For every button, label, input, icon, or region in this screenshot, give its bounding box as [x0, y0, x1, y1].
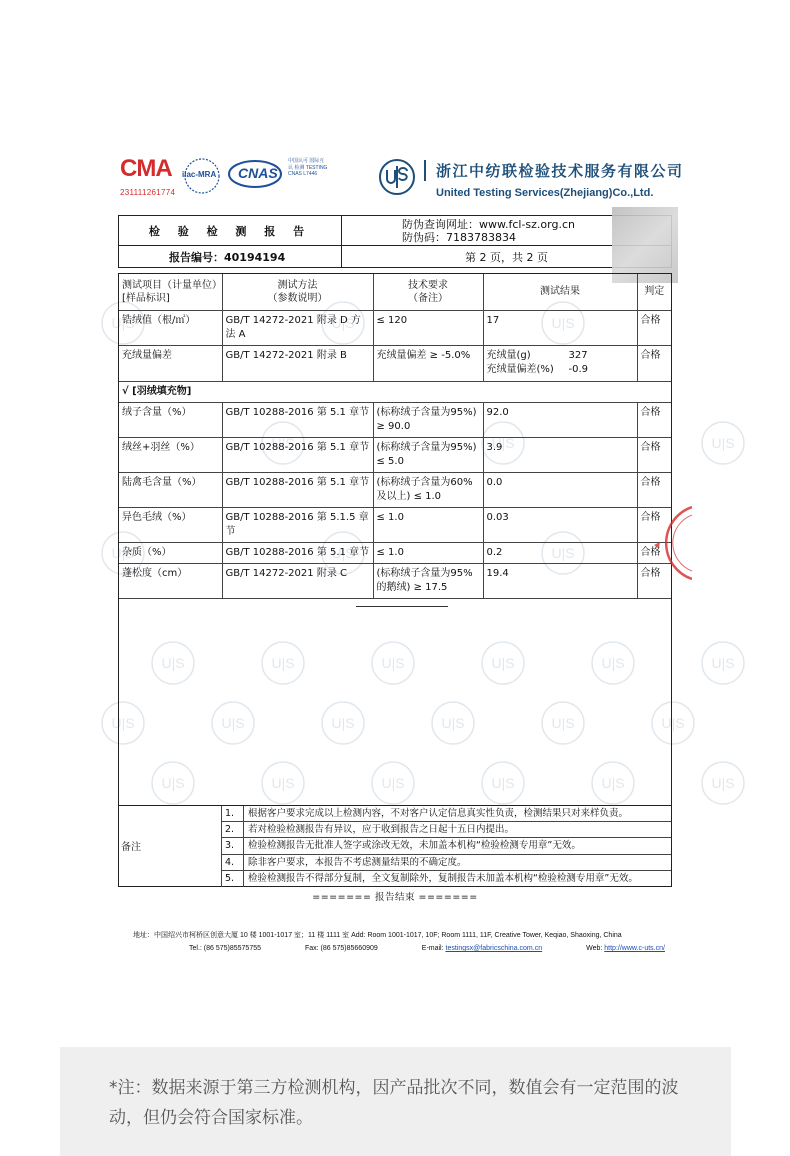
- page-indicator: 第 2 页，共 2 页: [342, 246, 672, 268]
- footer: [133, 930, 673, 952]
- company-block: [424, 160, 684, 199]
- footer-address: 地址：中国绍兴市柯桥区创意大厦 10 楼 1001-1017 室；11 楼 1111 室 Add: Room 1001-1017, 10F; Room 1111, 11F, Creative Tower, Keqiao, Shaoxing, China: [133, 932, 622, 939]
- disclaimer-panel: [60, 1047, 731, 1156]
- email-link[interactable]: testingsx@fabricschina.com.cn: [445, 945, 543, 952]
- cell-result: 充绒量(g) 327 充绒量偏差(%) -0.9: [483, 345, 637, 381]
- report-end-marker: ======= 报告结束 =======: [312, 892, 478, 903]
- disclaimer-text: *注：数据来源于第三方检测机构，因产品批次不同，数值会有一定范围的波动，但仍会符合国家标准。: [109, 1078, 679, 1128]
- notes-section: [119, 805, 671, 884]
- cell-item: 充绒量偏差: [119, 345, 222, 381]
- footer-fax: Fax: (86 575)85660909: [305, 945, 378, 952]
- cell-result: 17: [483, 310, 637, 345]
- cell-method: GB/T 14272-2021 附录 B: [222, 345, 373, 381]
- official-seal-icon: [636, 503, 692, 583]
- report-title: 检 验 检 测 报 告: [119, 216, 342, 246]
- table-row: 异色毛绒（%） GB/T 10288-2016 第 5.1.5 章节 ≤ 1.0 0.03 合格: [119, 507, 671, 542]
- company-name-en: United Testing Services(Zhejiang)Co.,Ltd.: [436, 187, 654, 199]
- note-item: 4. 除非客户要求，本报告不考虑测量结果的不确定度。: [222, 855, 671, 871]
- anti-fake-site: 防伪查询网址：www.fcl-sz.org.cn: [402, 217, 575, 231]
- section-row: [119, 381, 671, 402]
- footer-web: Web: http://www.c-uts.cn/: [586, 945, 665, 952]
- cell-method: GB/T 14272-2021 附录 D 方法 A: [222, 310, 373, 345]
- cell-requirement: ≤ 120: [373, 310, 483, 345]
- report-number: 报告编号：40194194: [119, 246, 342, 268]
- uts-watermark-icon: [700, 760, 746, 806]
- section-label: √ [羽绒填充物]: [119, 381, 671, 402]
- table-row: [119, 310, 671, 345]
- uts-watermark-icon: [700, 420, 746, 466]
- redacted-area: [612, 207, 678, 283]
- header-result: 测试结果: [483, 274, 637, 310]
- table-row: 绒子含量（%） GB/T 10288-2016 第 5.1 章节 (标称绒子含量为95%) ≥ 90.0 92.0 合格: [119, 402, 671, 437]
- note-item: 3. 检验检测报告无批准人签字或涂改无效，未加盖本机构“检验检测专用章”无效。: [222, 838, 671, 854]
- table-row: [119, 345, 671, 381]
- header-requirement: 技术要求 （备注）: [373, 274, 483, 310]
- cma-logo-text: CMA: [120, 155, 172, 182]
- table-end-line: [356, 606, 448, 607]
- note-item: 5. 检验检测报告不得部分复制，全文复制除外，复制报告未加盖本机构“检验检测专用章”无效。: [222, 871, 671, 887]
- note-item: 2. 若对检验检测报告有异议，应于收到报告之日起十五日内提出。: [222, 822, 671, 838]
- footer-email: E-mail: testingsx@fabricschina.com.cn: [421, 945, 543, 952]
- ilac-logo-text: ilac-MRA: [182, 170, 217, 179]
- uts-logo-icon: [378, 158, 416, 196]
- cma-number: 231111261774: [120, 188, 176, 197]
- cell-item: 锆绒值（根/㎡）: [119, 310, 222, 345]
- cma-logo: [120, 155, 174, 185]
- table-row: 陆禽毛含量（%） GB/T 10288-2016 第 5.1 章节 (标称绒子含量为60%及以上) ≤ 1.0 0.0 合格: [119, 472, 671, 507]
- cell-requirement: 充绒量偏差 ≥ -5.0%: [373, 345, 483, 381]
- notes-list: [222, 806, 671, 887]
- header-method: 测试方法 （参数说明）: [222, 274, 373, 310]
- anti-fake-code: 防伪码：7183783834: [402, 230, 516, 244]
- notes-label: 备注: [119, 806, 222, 887]
- accreditation-logos: [120, 155, 328, 200]
- table-row: 绒丝+羽丝（%） GB/T 10288-2016 第 5.1 章节 (标称绒子含量为95%) ≤ 5.0 3.9 合格: [119, 437, 671, 472]
- table-row: 蓬松度（cm） GB/T 14272-2021 附录 C (标称绒子含量为95%的鹅绒) ≥ 17.5 19.4 合格: [119, 563, 671, 598]
- cnas-side-text: 中国认可 国际互认 检测 TESTING CNAS L7446: [288, 158, 328, 177]
- report-header-table: [118, 215, 672, 268]
- company-name-cn: 浙江中纺联检验技术服务有限公司: [424, 160, 684, 181]
- cell-verdict: 合格: [637, 345, 671, 381]
- web-link[interactable]: http://www.c-uts.cn/: [604, 945, 665, 952]
- footer-tel: Tel.: (86 575)85575755: [189, 945, 261, 952]
- header-item: 测试项目（计量单位） [样品标识]: [119, 274, 222, 310]
- table-row: 杂质（%） GB/T 10288-2016 第 5.1 章节 ≤ 1.0 0.2 合格: [119, 542, 671, 563]
- cnas-logo-text: CNAS: [238, 165, 278, 181]
- cell-verdict: 合格: [637, 310, 671, 345]
- test-results-table: [118, 273, 672, 887]
- header-verdict: 判定: [637, 274, 671, 310]
- table-header-row: [119, 274, 671, 310]
- note-item: 1. 根据客户要求完成以上检测内容，不对客户认定信息真实性负责，检测结果只对来样负责。: [222, 806, 671, 822]
- uts-watermark-icon: [700, 640, 746, 686]
